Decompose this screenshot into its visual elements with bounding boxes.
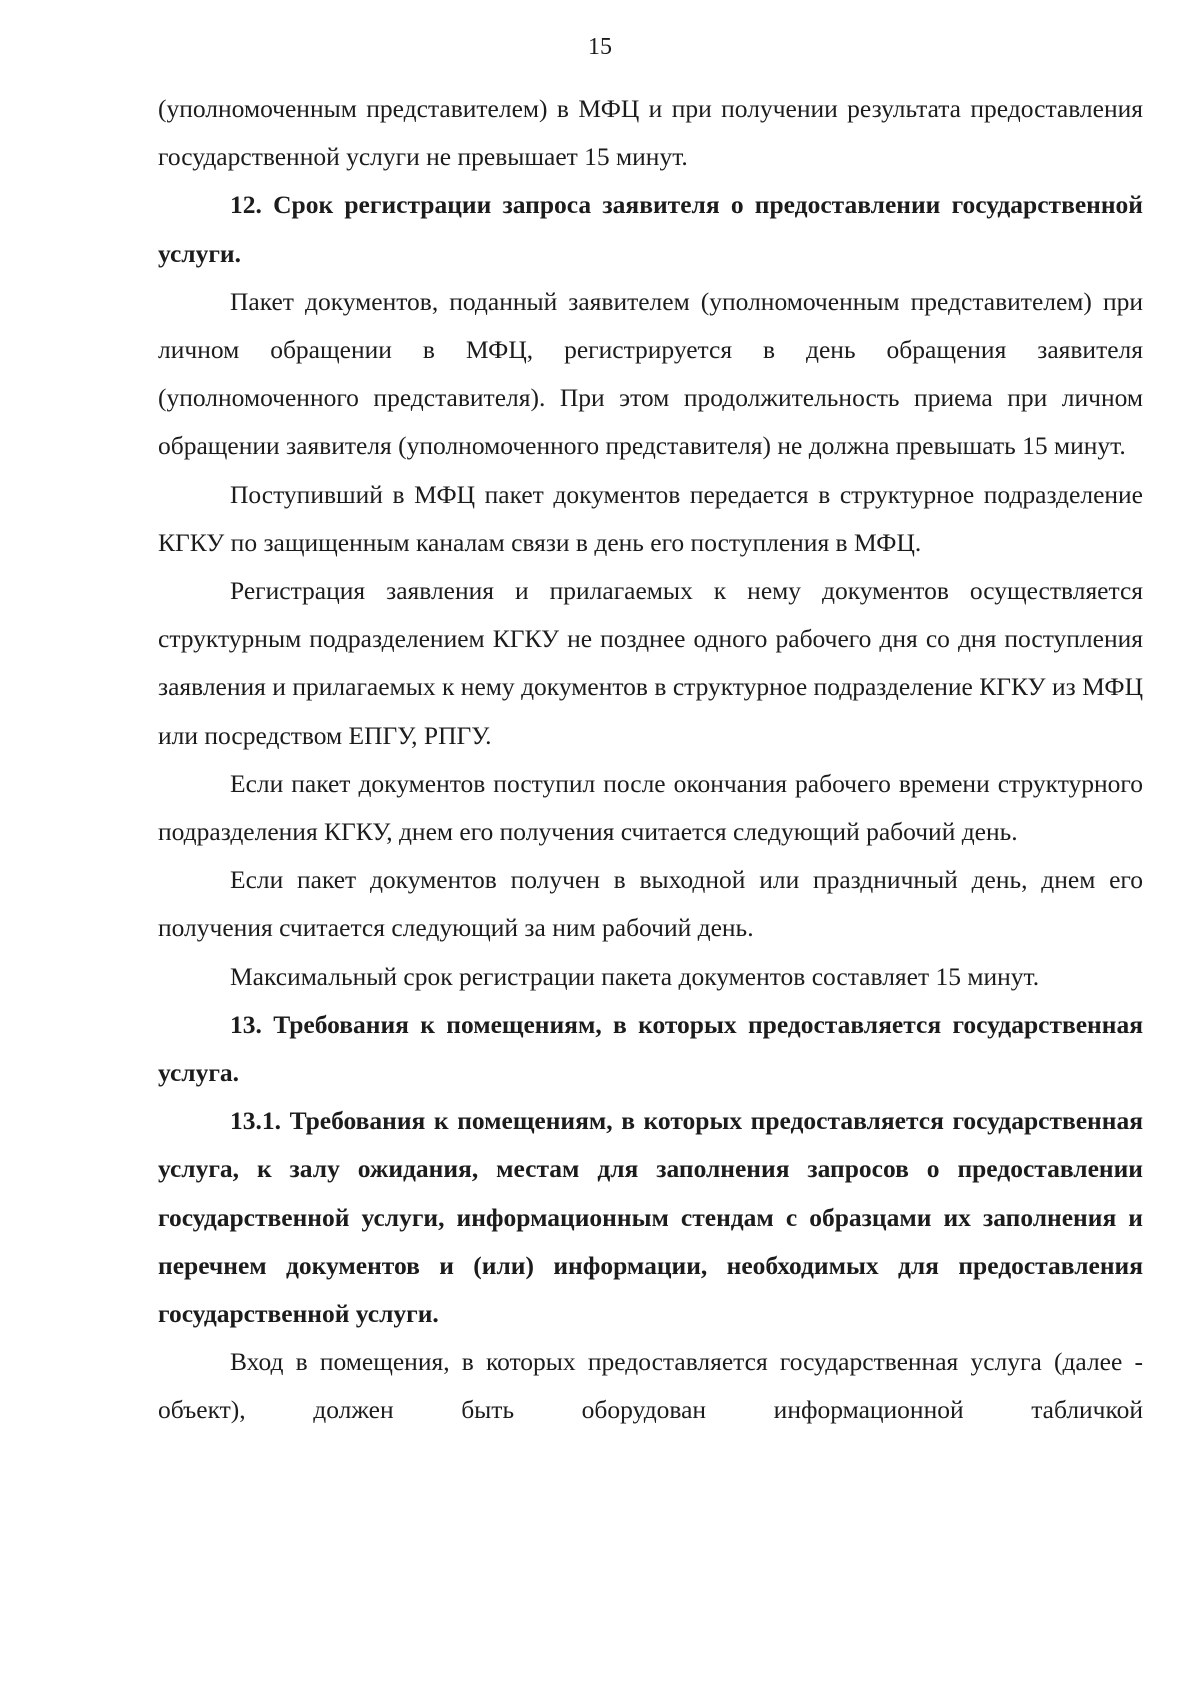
section-heading-13-1: 13.1. Требования к помещениям, в которых предоставляется государственная услуга, к залу ожидания, местам для заполнения запросов о предоставлении государственной услуги, информационным стендам с образцами их заполнения и перечнем документов и (или) информации, необходимых для предоставления государственной услуги. [158,1106,1143,1329]
paragraph-mfc-transfer: Поступивший в МФЦ пакет документов передается в структурное подразделение КГКУ по защищенным каналам связи в день его поступления в МФЦ. [158,479,1143,557]
paragraph-holiday: Если пакет документов получен в выходной или праздничный день, днем его получения считается следующий за ним рабочий день. [158,865,1143,943]
paragraph-entrance: Вход в помещения, в которых предоставляется государственная услуга (далее - объект), должен быть оборудован информационной табличкой [158,1347,1143,1425]
page-number: 15 [588,34,612,60]
paragraph-max-term: Максимальный срок регистрации пакета документов составляет 15 минут. [230,961,1040,991]
paragraph-continuation: (уполномоченным представителем) в МФЦ и при получении результата предоставления государственной услуги не превышает 15 минут. [158,94,1143,172]
paragraph-registration-package: Пакет документов, поданный заявителем (уполномоченным представителем) при личном обращении в МФЦ, регистрируется в день обращения заявителя (уполномоченного представителя). При этом продолжительность приема при личном обращении заявителя (уполномоченного представителя) не должна превышать 15 минут. [158,286,1143,461]
section-heading-12: 12. Срок регистрации запроса заявителя о предоставлении государственной услуги. [158,190,1143,268]
paragraph-registration-term: Регистрация заявления и прилагаемых к нему документов осуществляется структурным подразделением КГКУ не позднее одного рабочего дня со дня поступления заявления и прилагаемых к нему документов в структурное подразделение КГКУ из МФЦ или посредством ЕПГУ, РПГУ. [158,576,1143,750]
document-body [158,85,1143,1435]
paragraph-after-hours: Если пакет документов поступил после окончания рабочего времени структурного подразделения КГКУ, днем его получения считается следующий рабочий день. [158,768,1143,847]
section-heading-13: 13. Требования к помещениям, в которых предоставляется государственная услуга. [158,1009,1143,1088]
